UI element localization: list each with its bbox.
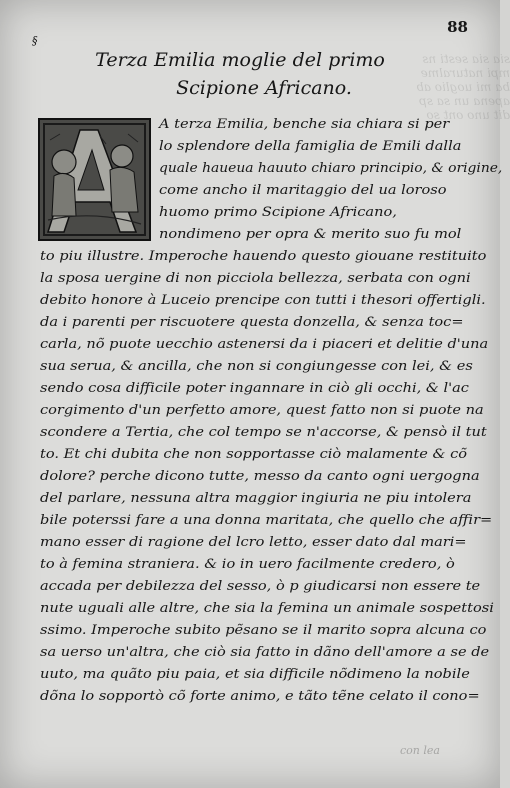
bleed-line: mpi naturalme (420, 66, 510, 80)
text-line: sendo cosa difficile poter ingannare in ciò gli occhi, & l'ac (40, 381, 469, 396)
text-line: carla, nõ puote uecchio astenersi da i piaceri et delitie d'una (40, 337, 489, 352)
text-line: sua serua, & ancilla, che non si congiungesse con lei, & es (40, 359, 473, 374)
text-line: corgimento d'un perfetto amore, quest fatto non si puote na (40, 403, 484, 418)
text-line: to. Et chi dubita che non sopportasse ciò malamente & cõ (40, 447, 468, 462)
page-number: 88 (447, 18, 468, 36)
text-line: ssimo. Imperoche subito pẽsano se il marito sopra alcuna co (40, 623, 487, 638)
text-line: del parlare, nessuna altra maggior ingiuria ne piu intolera (40, 491, 472, 506)
text-line: come ancho il maritaggio del ua loroso (159, 183, 447, 198)
margin-mark: § (32, 34, 38, 47)
text-line: la sposa uergine di non picciola bellezza, serbata con ogni (40, 271, 471, 286)
text-line: uuto, ma quãto piu paia, et sia difficile nõdimeno la nobile (40, 667, 470, 682)
catchword: con lea (400, 744, 440, 757)
text-line: scondere a Tertia, che col tempo se n'accorse, & pensò il tut (40, 425, 487, 440)
text-line: debito honore à Luceio prencipe con tutti i thesori offertigli. (40, 293, 486, 308)
historiated-woodcut-initial-icon (40, 120, 149, 239)
chapter-title-line-1: Terza Emilia moglie del primo (95, 49, 385, 71)
text-line: dolore? perche dicono tutte, messo da canto ogni uergogna (40, 469, 480, 484)
bleed-line: sia sia sesti ns (422, 52, 510, 66)
text-line: A terza Emilia, benche sia chiara si per (159, 117, 450, 132)
text-line: accada per debilezza del sesso, ò p giudicarsi non essere te (40, 579, 481, 594)
text-line: to à femina straniera. & io in uero facilmente credero, ò (40, 557, 455, 572)
text-line: bile poterssi fare a una donna maritata, che quello che affir= (40, 513, 493, 528)
text-line: quale haueua hauuto chiaro principio, & origine, (159, 161, 503, 176)
text-line: dõna lo sopportò cõ forte animo, e tãto tẽne celato il cono= (40, 689, 480, 704)
text-line: to piu illustre. Imperoche hauendo questo giouane restituito (40, 249, 487, 264)
woodcut-initial-a (38, 118, 151, 241)
bleed-line: ba mi uoglio ab (416, 80, 510, 94)
chapter-title (0, 46, 500, 102)
bleed-line: apena un sa sp (419, 94, 510, 108)
chapter-title-line-2: Scipione Africano. (176, 77, 352, 99)
text-line: nondimeno per opra & merito suo fu mol (159, 227, 462, 242)
text-line: lo splendore della famiglia de Emili dalla (159, 139, 462, 154)
text-line: mano esser di ragione del lcro letto, esser dato dal mari= (40, 535, 467, 550)
bleed-line: dit uno ont so (426, 108, 510, 122)
text-line: da i parenti per riscuotere questa donzella, & senza toc= (40, 315, 464, 330)
text-line: nute uguali alle altre, che sia la femina un animale sospettosi (40, 601, 494, 616)
text-line: sa uerso un'altra, che ciò sia fatto in dãno dell'amore a se de (40, 645, 490, 660)
text-line: huomo primo Scipione Africano, (159, 205, 397, 220)
